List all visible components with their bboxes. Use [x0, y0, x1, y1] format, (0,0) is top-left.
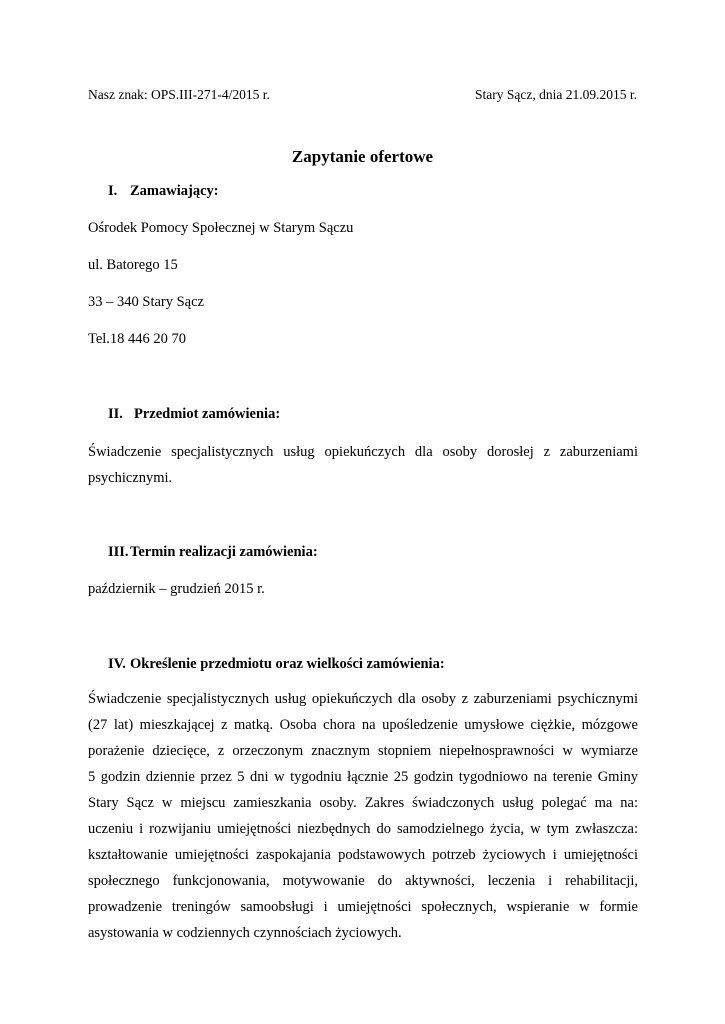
paragraph-line: uczeniu i rozwijaniu umiejętności niezbędnych do samodzielnego życia, w tym zwłaszcza:: [88, 821, 638, 837]
paragraph-line: porażenie dziecięce, z orzeczonym znacznym stopniem niepełnosprawności w wymiarze: [88, 743, 638, 759]
orderer-phone: Tel.18 446 20 70: [88, 331, 187, 347]
section-2-heading: [108, 404, 280, 424]
section-2-title: Przedmiot zamówienia:: [134, 406, 281, 422]
paragraph-line: Stary Sącz w miejscu zamieszkania osoby. Zakres świadczonych usług polegać ma na:: [88, 795, 638, 811]
section-1-title: Zamawiający:: [130, 183, 219, 199]
orderer-name: Ośrodek Pomocy Społecznej w Starym Sączu: [88, 220, 354, 236]
paragraph-line: asystowania w codziennych czynnościach życiowych.: [88, 925, 402, 941]
orderer-street: ul. Batorego 15: [88, 257, 178, 273]
place-and-date: Stary Sącz, dnia 21.09.2015 r.: [475, 87, 637, 102]
section-4-paragraph: [88, 686, 638, 946]
paragraph-line: Świadczenie specjalistycznych usług opiekuńczych dla osoby z zaburzeniami psychicznymi: [88, 691, 638, 707]
paragraph-line: (27 lat) mieszkającej z matką. Osoba chora na upośledzenie umysłowe ciężkie, mózgowe: [88, 717, 638, 733]
section-3-number: III.: [108, 544, 129, 560]
realization-period: październik – grudzień 2015 r.: [88, 581, 265, 597]
section-1-heading: [108, 181, 219, 201]
section-2-paragraph: [88, 439, 638, 491]
paragraph-line: społecznego funkcjonowania, motywowanie do aktywności, leczenia i rehabilitacji,: [88, 873, 638, 889]
document-title: Zapytanie ofertowe: [291, 147, 434, 166]
paragraph-line: Świadczenie specjalistycznych usług opiekuńczych dla osoby dorosłej z zaburzeniami: [88, 444, 638, 460]
paragraph-line: kształtowanie umiejętności zaspokajania podstawowych potrzeb życiowych i umiejętności: [88, 847, 638, 863]
section-3-title: Termin realizacji zamówienia:: [130, 544, 318, 560]
paragraph-line: prowadzenie treningów samoobsługi i umiejętności społecznych, wspieranie w formie: [88, 899, 638, 915]
reference-number: Nasz znak: OPS.III-271-4/2015 r.: [88, 87, 270, 102]
section-1-number: I.: [108, 183, 118, 199]
section-3-heading: [108, 542, 318, 562]
section-4-heading: [108, 654, 445, 674]
orderer-postal-city: 33 – 340 Stary Sącz: [88, 294, 204, 310]
paragraph-line: 5 godzin dziennie przez 5 dni w tygodniu łącznie 25 godzin tygodniowo na terenie Gminy: [88, 769, 638, 785]
section-4-number: IV.: [108, 656, 126, 672]
section-4-title: Określenie przedmiotu oraz wielkości zamówienia:: [130, 656, 445, 672]
section-2-number: II.: [108, 406, 123, 422]
paragraph-line: psychicznymi.: [88, 470, 173, 486]
